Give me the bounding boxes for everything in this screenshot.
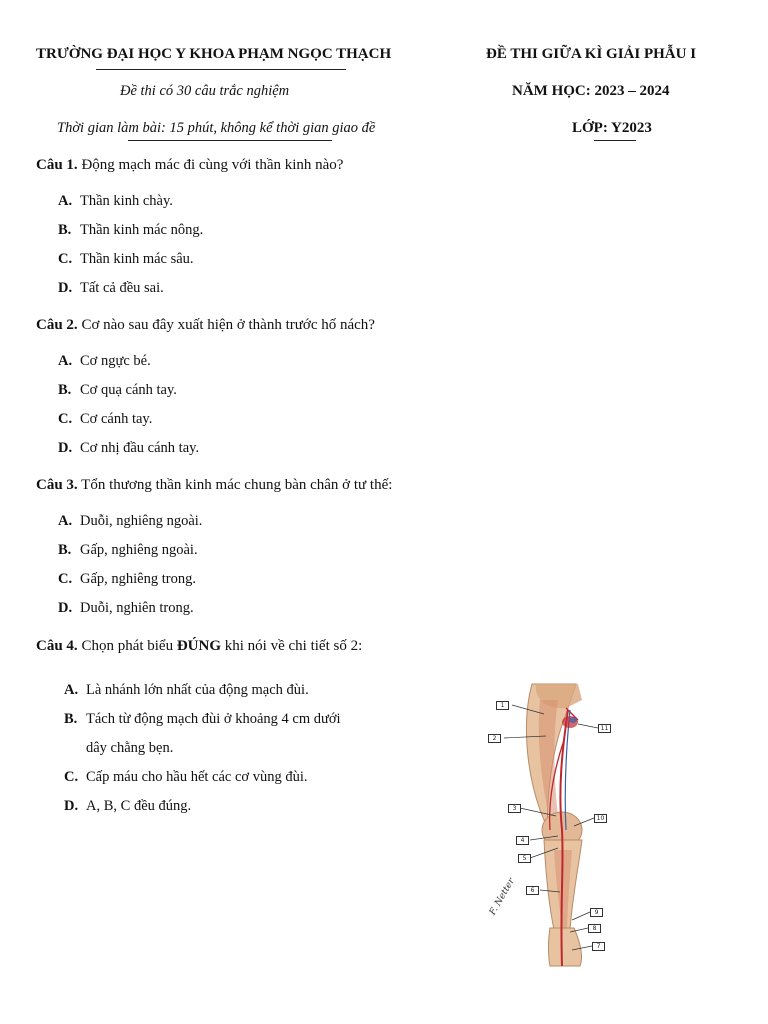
option-text: Cơ cánh tay. [80, 411, 153, 427]
option-2d[interactable] [58, 440, 199, 457]
option-text: Cấp máu cho hầu hết các cơ vùng đùi. [86, 769, 308, 785]
question-text: Động mạch mác đi cùng với thần kinh nào? [81, 157, 344, 173]
question-2 [36, 317, 375, 334]
school-name: TRƯỜNG ĐẠI HỌC Y KHOA PHẠM NGỌC THẠCH [36, 46, 392, 62]
question-count: Đề thi có 30 câu trắc nghiệm [120, 83, 290, 99]
question-text: Cơ nào sau đây xuất hiện ở thành trước hố nách? [81, 317, 375, 333]
figure-label-8: 8 [588, 924, 601, 933]
option-3d[interactable] [58, 600, 194, 617]
option-text: Tách từ động mạch đùi ở khoảng 4 cm dưới [86, 711, 341, 727]
option-key: B. [58, 222, 72, 238]
figure-label-4: 4 [516, 836, 529, 845]
option-4d[interactable] [64, 798, 191, 815]
question-text: Chọn phát biểu [81, 638, 174, 654]
option-3a[interactable] [58, 513, 202, 530]
class-label: LỚP: Y2023 [572, 120, 652, 136]
figure-label-1: 1 [496, 701, 509, 710]
figure-label-11: 11 [598, 724, 611, 733]
question-text: Tổn thương thần kinh mác chung bàn chân ở tư thế: [81, 477, 393, 493]
option-text: Thần kinh mác nông. [80, 222, 204, 238]
option-key: A. [58, 193, 73, 209]
option-text: Thần kinh mác sâu. [80, 251, 194, 267]
option-4b[interactable] [64, 711, 341, 728]
question-number: Câu 2. [36, 317, 78, 333]
option-key: A. [64, 682, 79, 698]
option-key: C. [58, 571, 73, 587]
question-number: Câu 1. [36, 157, 78, 173]
option-1d[interactable] [58, 280, 164, 297]
option-key: C. [64, 769, 79, 785]
artist-signature: F. Netter [488, 876, 517, 917]
option-4c[interactable] [64, 769, 307, 786]
school-underline [96, 69, 346, 70]
option-key: B. [64, 711, 78, 727]
figure-label-3: 3 [508, 804, 521, 813]
time-underline [128, 140, 332, 141]
figure-label-5: 5 [518, 854, 531, 863]
question-text-end: khi nói về chi tiết số 2: [224, 638, 363, 654]
option-3c[interactable] [58, 571, 196, 588]
option-2a[interactable] [58, 353, 151, 370]
option-text: Gấp, nghiêng ngoài. [80, 542, 198, 558]
option-text: Là nhánh lớn nhất của động mạch đùi. [86, 682, 309, 698]
option-text: A, B, C đều đúng. [86, 798, 192, 814]
question-number: Câu 4. [36, 638, 78, 654]
option-key: A. [58, 513, 73, 529]
leg-anatomy-illustration [474, 680, 642, 970]
option-text: Duỗi, nghiên trong. [80, 600, 194, 616]
question-4 [36, 638, 362, 655]
emphasis-word: ĐÚNG [176, 638, 222, 654]
option-text: Tất cả đều sai. [80, 280, 164, 296]
option-key: A. [58, 353, 73, 369]
option-2c[interactable] [58, 411, 152, 428]
option-key: B. [58, 542, 72, 558]
school-year: NĂM HỌC: 2023 – 2024 [512, 83, 670, 99]
leg-anatomy-figure [474, 680, 642, 970]
option-1b[interactable] [58, 222, 203, 239]
option-1a[interactable] [58, 193, 173, 210]
option-text: Cơ nhị đầu cánh tay. [80, 440, 200, 456]
option-4a[interactable] [64, 682, 309, 699]
option-text: Gấp, nghiêng trong. [80, 571, 196, 587]
option-key: D. [58, 440, 73, 456]
question-1 [36, 157, 343, 174]
option-2b[interactable] [58, 382, 177, 399]
figure-label-2: 2 [488, 734, 501, 743]
option-1c[interactable] [58, 251, 194, 268]
question-3 [36, 477, 392, 494]
option-text: Duỗi, nghiêng ngoài. [80, 513, 203, 529]
exam-title: ĐỀ THI GIỮA KÌ GIẢI PHẪU I [486, 46, 697, 62]
option-text: Cơ ngực bé. [80, 353, 151, 369]
class-underline [594, 140, 636, 141]
figure-label-9: 9 [590, 908, 603, 917]
option-key: B. [58, 382, 72, 398]
option-key: D. [64, 798, 79, 814]
figure-label-10: 10 [594, 814, 607, 823]
question-number: Câu 3. [36, 477, 78, 493]
option-key: C. [58, 411, 73, 427]
option-4b-continuation: dây chằng bẹn. [86, 740, 174, 756]
option-key: C. [58, 251, 73, 267]
option-3b[interactable] [58, 542, 198, 559]
figure-label-6: 6 [526, 886, 539, 895]
option-text: Thần kinh chày. [80, 193, 173, 209]
option-text: Cơ quạ cánh tay. [80, 382, 177, 398]
exam-time: Thời gian làm bài: 15 phút, không kể thời gian giao đề [57, 120, 376, 136]
option-key: D. [58, 280, 73, 296]
option-key: D. [58, 600, 73, 616]
figure-label-7: 7 [592, 942, 605, 951]
